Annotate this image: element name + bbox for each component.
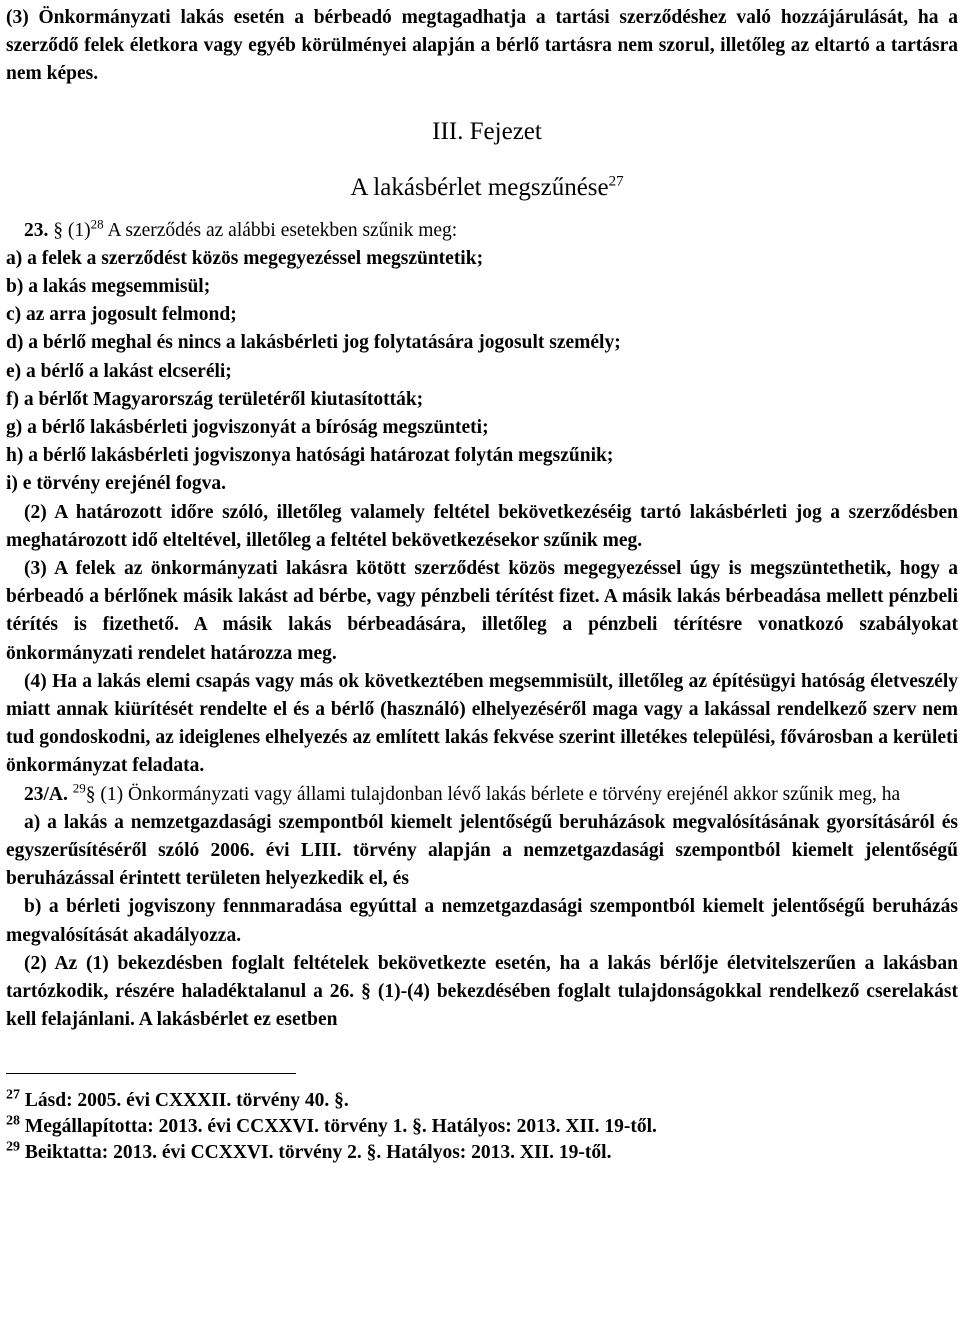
footnote-number: 27: [6, 1087, 20, 1102]
footnote-ref-27: 27: [608, 173, 624, 190]
paragraph-23a-b: b) a bérleti jogviszony fennmaradása egyúttal a nemzetgazdasági szempontból kiemelt jelentőségű beruházás megvalósítását akadályozza.: [6, 896, 958, 946]
paragraph-intro: (3) Önkormányzati lakás esetén a bérbeadó megtagadhatja a tartási szerződéshez való hozzájárulását, ha a szerződő felek életkora vagy egyéb körülményei alapján a bérlő tartásra nem szorul, illetőleg az eltartó a tartásra nem képes.: [6, 7, 958, 85]
footnote-28: [6, 1114, 958, 1140]
footnote-separator: [6, 1073, 296, 1074]
list-item: b) a lakás megsemmisül;: [6, 276, 211, 298]
termination-list: [6, 245, 958, 499]
section-23-para-number: (1): [67, 219, 91, 241]
section-23-text: A szerződés az alábbi esetekben szűnik meg:: [107, 219, 458, 241]
footnote-ref-28: 28: [90, 216, 104, 232]
footnote-number: 29: [6, 1139, 20, 1154]
footnotes: [6, 1088, 958, 1166]
footnote-ref-29: 29: [72, 780, 86, 796]
section-sign: §: [53, 219, 63, 241]
paragraph-4: (4) Ha a lakás elemi csapás vagy más ok következtében megsemmisült, illetőleg az építésügyi hatóság életveszély miatt annak kiürítését rendelte el és a bérlő (használó) elhelyezéséről maga vagy a lakással rendelkező szerv nem tud gondoskodni, az ideiglenes elhelyezés az említett lakás fekvése szerint illetékes települési, fővárosban a kerületi önkormányzat feladata.: [6, 670, 958, 777]
paragraph-3: (3) A felek az önkormányzati lakásra kötött szerződést közös megegyezéssel úgy is megszüntethetik, hogy a bérbeadó a bérlőnek másik lakást ad bérbe, vagy pénzbeli térítést fizet. A másik lakás bérbeadása mellett pénzbeli térítés is fizethető. A másik lakás bérbeadására, illetőleg a pénzbeli térítésre vonatkozó szabályokat önkormányzati rendelet határozza meg.: [6, 558, 958, 664]
paragraph-23a-a: a) a lakás a nemzetgazdasági szempontból kiemelt jelentőségű beruházások megvalósításának gyorsításáról és egyszerűsítéséről szóló 2006. évi LIII. törvény alapján a nemzetgazdasági szempontból kiemelt jelentőségű beruházással érintett területen helyezkedik el, és: [6, 811, 958, 890]
document-page: [6, 0, 958, 1166]
list-item: c) az arra jogosult felmond;: [6, 304, 237, 326]
paragraph-23a-2: (2) Az (1) bekezdésben foglalt feltételek bekövetkezte esetén, ha a lakás bérlője életvitelszerűen a lakásban tartózkodik, részére haladéktalanul a 26. § (1)-(4) bekezdésében foglalt tulajdonságokkal rendelkező cserelakást kell felajánlani. A lakásbérlet ez esetben: [6, 952, 958, 1031]
section-23a-number: 23/A.: [24, 783, 68, 805]
footnote-text: Megállapította: 2013. évi CCXXVI. törvény 1. §. Hatályos: 2013. XII. 19-től.: [24, 1115, 657, 1137]
footnote-text: Beiktatta: 2013. évi CCXXVI. törvény 2. §. Hatályos: 2013. XII. 19-től.: [24, 1141, 612, 1163]
section-23a-text: (1) Önkormányzati vagy állami tulajdonban lévő lakás bérlete e törvény erejénél akkor szűnik meg, ha: [100, 783, 901, 805]
list-item: i) e törvény erejénél fogva.: [6, 473, 227, 495]
footnote-text: Lásd: 2005. évi CXXXII. törvény 40. §.: [24, 1089, 349, 1111]
list-item: a) a felek a szerződést közös megegyezéssel megszüntetik;: [6, 247, 484, 269]
list-item: g) a bérlő lakásbérleti jogviszonyát a bíróság megszünteti;: [6, 417, 489, 439]
footnote-27: [6, 1088, 958, 1114]
chapter-title: [6, 173, 958, 203]
chapter-number: III. Fejezet: [432, 117, 542, 145]
list-item: d) a bérlő meghal és nincs a lakásbérleti jog folytatására jogosult személy;: [6, 332, 621, 354]
list-item: f) a bérlőt Magyarország területéről kiutasították;: [6, 388, 424, 410]
section-23-number: 23.: [24, 219, 49, 241]
list-item: h) a bérlő lakásbérleti jogviszonya hatósági határozat folytán megszűnik;: [6, 445, 614, 467]
footnote-number: 28: [6, 1113, 20, 1128]
footnote-29: [6, 1140, 958, 1166]
list-item: e) a bérlő a lakást elcseréli;: [6, 360, 232, 382]
section-23-heading: [6, 217, 958, 245]
section-sign: §: [85, 783, 96, 805]
section-23a-heading: [6, 781, 958, 809]
paragraph-2: (2) A határozott időre szóló, illetőleg valamely feltétel bekövetkezéséig tartó lakásbérleti jog a szerződésben meghatározott idő elteltével, illetőleg a feltétel bekövetkezésekor szűnik meg.: [6, 501, 958, 551]
chapter-title-text: A lakásbérlet megszűnése: [350, 173, 609, 201]
